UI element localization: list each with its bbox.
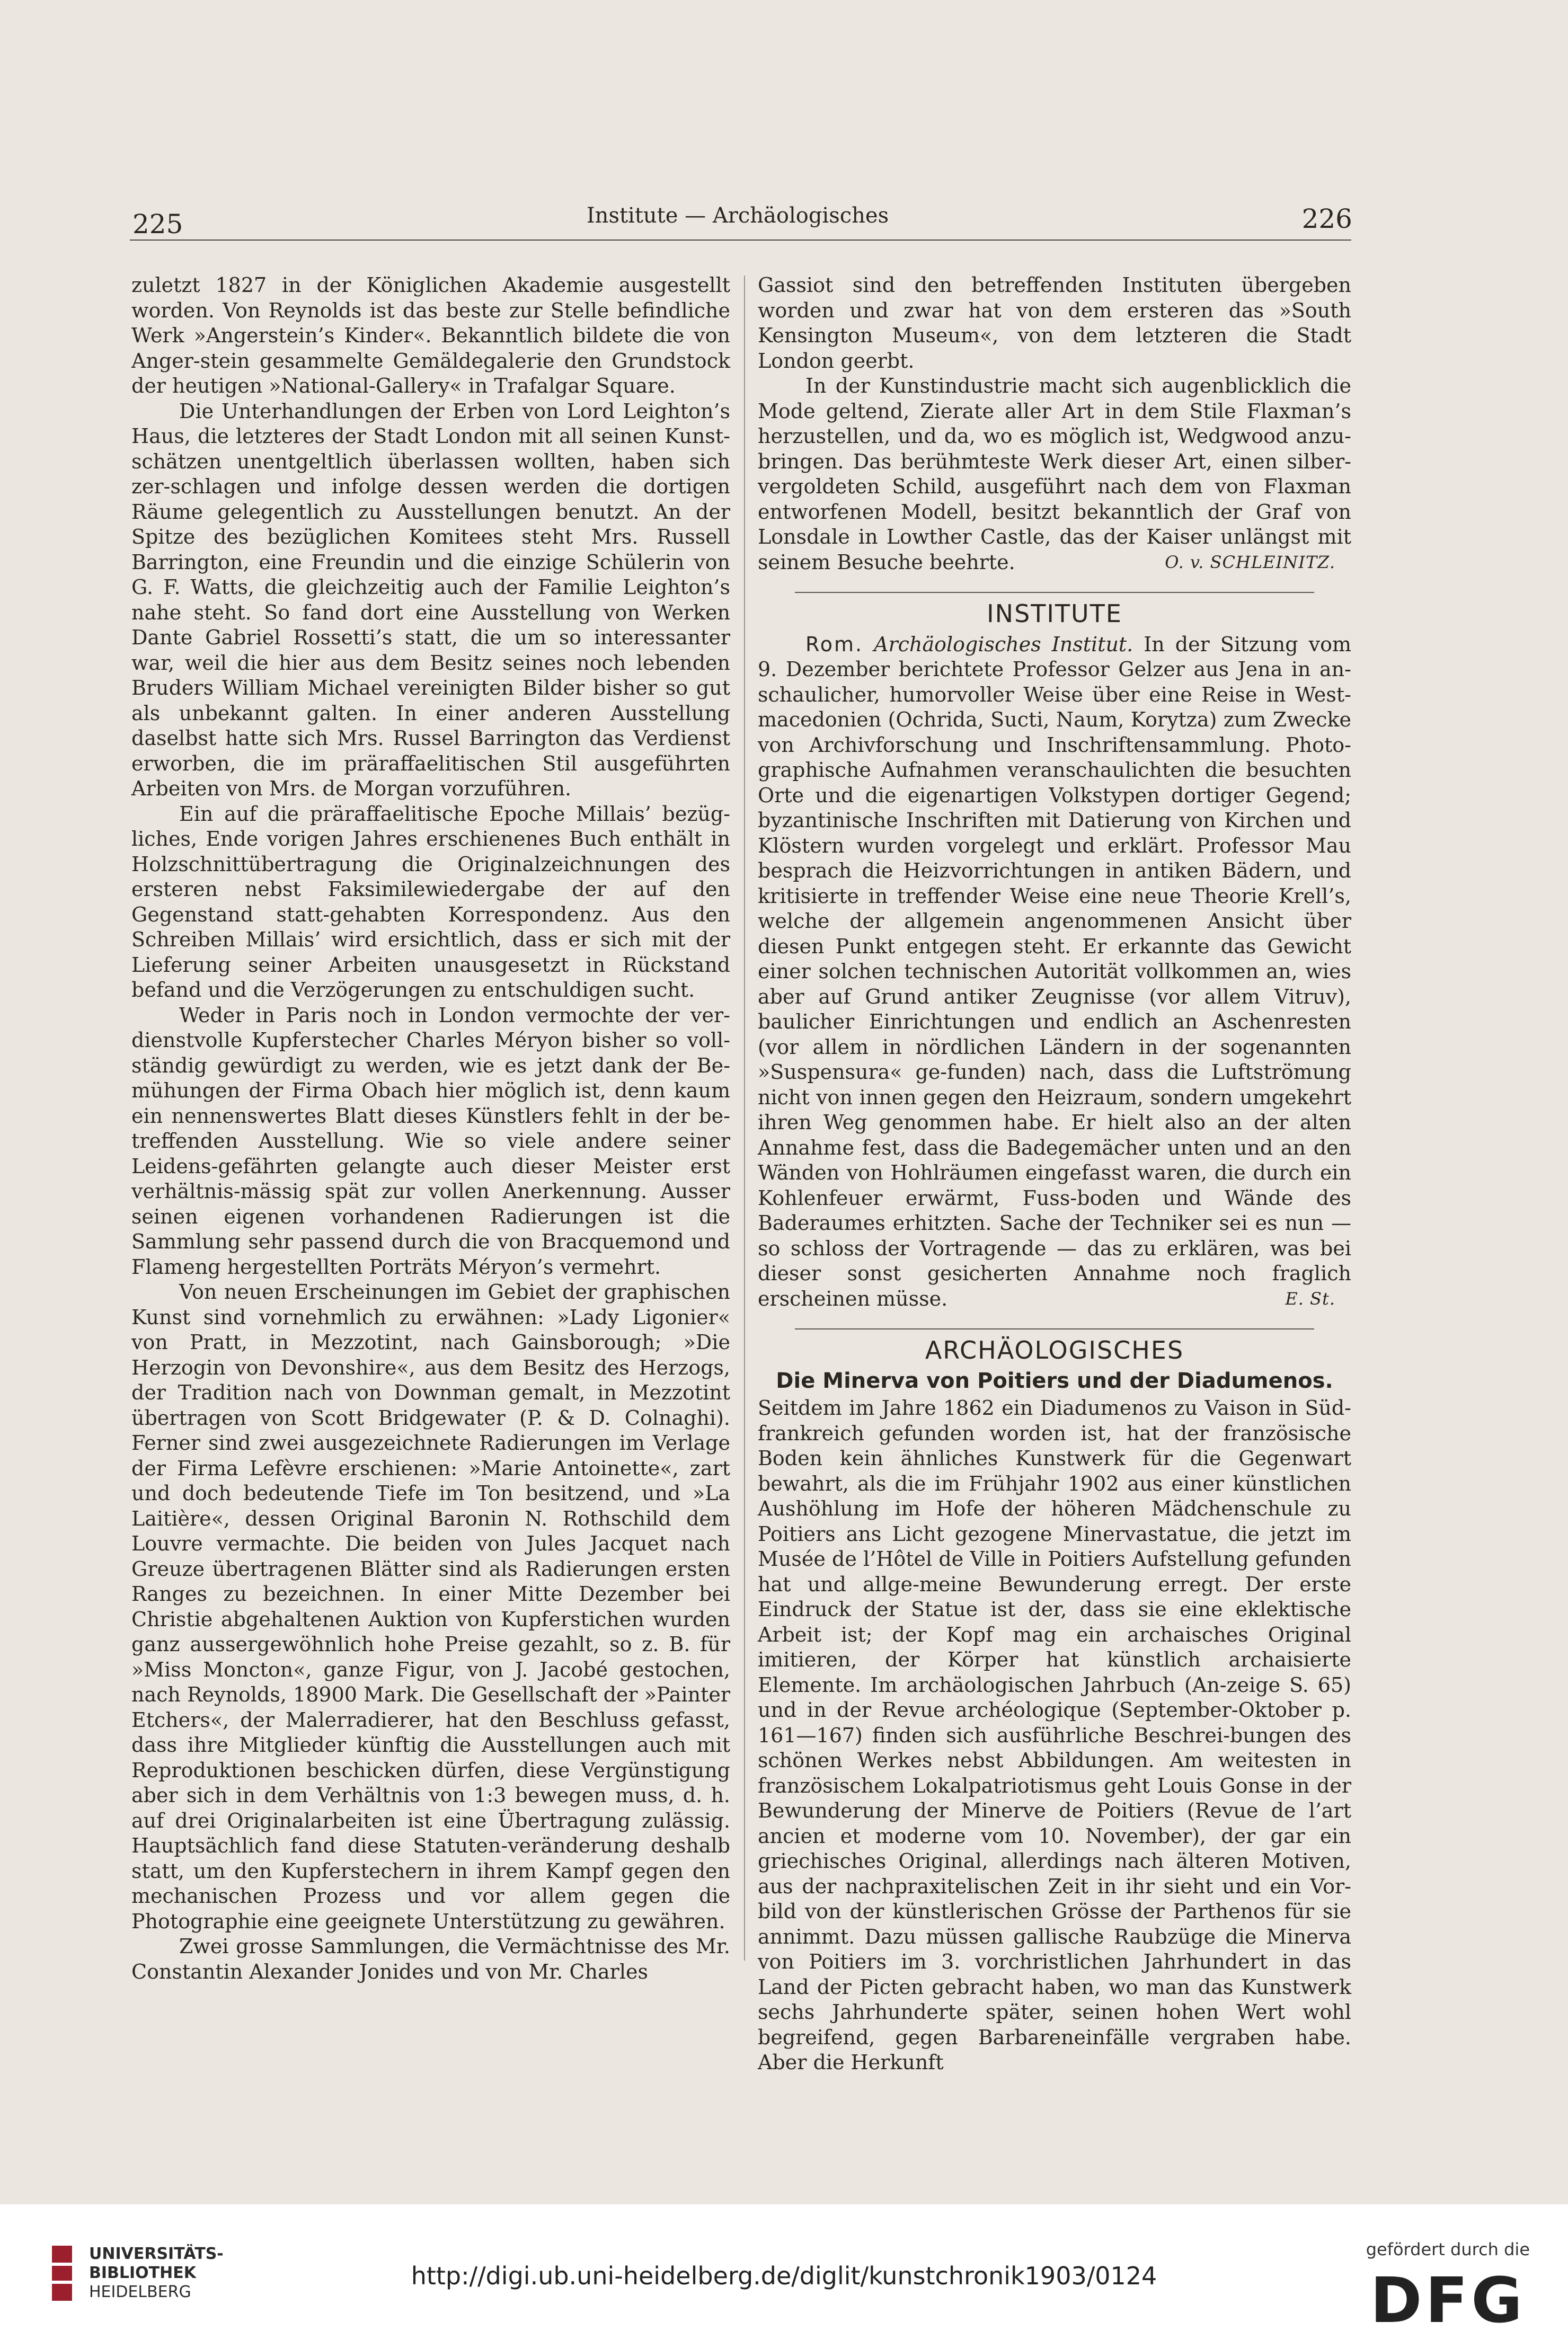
article-subheading: Die Minerva von Poitiers und der Diadumenos. <box>776 1368 1333 1393</box>
paragraph: zuletzt 1827 in der Königlichen Akademie ausgestellt worden. Von Reynolds ist das beste zur Stelle befindliche Werk »Angerstein’s Kinder«. Bekanntlich bildete die von Anger-stein gesammelte Gemäldegalerie den Grundstock der heutigen »National-Gallery« in Trafalgar Square. <box>131 273 730 397</box>
section-rule <box>795 592 1314 593</box>
running-title: Institute — Archäologisches <box>586 203 889 228</box>
section-heading-archaeology: ARCHÄOLOGISCHES <box>925 1336 1184 1364</box>
funded-by-label: gefördert durch die <box>1366 2239 1530 2259</box>
column-divider <box>744 276 745 1961</box>
paragraph: Ein auf die präraffaelitische Epoche Millais’ bezüg-liches, Ende vorigen Jahres erschienenes Buch enthält in Holzschnittübertragung die Originalzeichnungen des ersteren nebst Faksimilewiedergabe der auf den Gegenstand statt-gehabten Korrespondenz. Aus den Schreiben Millais’ wird ersichtlich, dass er sich mit der Lieferung seiner Arbeiten unausgesetzt in Rückstand befand und die Verzögerungen zu entschuldigen sucht. <box>131 802 730 1001</box>
author-signature: E. St. <box>1285 1288 1335 1309</box>
paragraph: Zwei grosse Sammlungen, die Vermächtnisse des Mr. Constantin Alexander Jonides und von Mr. Charles <box>131 1935 730 1983</box>
author-signature: O. v. SCHLEINITZ. <box>1165 552 1335 572</box>
footer-bar <box>0 2204 1568 2349</box>
page-number-left: 225 <box>132 209 183 240</box>
section-rule <box>795 1328 1314 1329</box>
institute-report: Rom. Archäologisches Institut. In der Sitzung vom 9. Dezember berichtete Professor Gelzer aus Jena in an-schaulicher, humorvoller Weise über eine Reise in West-macedonien (Ochrida, Sucti, Naum, Korytza) zum Zwecke von Archivforschung und Inschriftensammlung. Photo-graphische Aufnahmen veranschaulichten die besuchten Orte und die eigenartigen Volkstypen dortiger Gegend; byzantinische Inschriften mit Datierung von Kirchen und Klöstern wurden vorgelegt und erklärt. Professor Mau besprach die Heizvorrichtungen in antiken Bädern, und kritisierte in treffender Weise eine neue Theorie Krell’s, welche der allgemein angenommenen Ansicht über diesen Punkt entgegen steht. Er erkannte das Gewicht einer solchen technischen Autorität vollkommen an, wies aber auf Grund antiker Zeugnisse (vor allem Vitruv), baulicher Einrichtungen und endlich an Aschenresten (vor allem in nördlichen Ländern in der sogenannten »Suspensura« ge-funden) nach, dass die Luftströmung nicht von innen gegen den Heizraum, sondern umgekehrt ihren Weg genommen habe. Er hielt also an der alten Annahme fest, dass die Badegemächer unten und an den Wänden von Hohlräumen eingefasst waren, die durch ein Kohlenfeuer erwärmt, Fuss-boden und Wände des Baderaumes erhitzten. Sache der Techniker sei es nun — so schloss der Vortragende — das zu erklären, was bei dieser sonst gesicherten Annahme noch fraglich erscheinen müsse. E. St. <box>758 632 1351 1312</box>
paragraph: Seitdem im Jahre 1862 ein Diadumenos zu Vaison in Süd-frankreich gefunden worden ist, hat der französische Boden kein ähnliches Kunstwerk für die Gegenwart bewahrt, als die im Frühjahr 1902 aus einer künstlichen Aushöhlung im Hofe der höheren Mädchenschule zu Poitiers ans Licht gezogene Minervastatue, die jetzt im Musée de l’Hôtel de Ville in Poitiers Aufstellung gefunden hat und allge-meine Bewunderung erregt. Der erste Eindruck der Statue ist der, dass sie eine eklektische Arbeit ist; der Kopf mag ein archaisches Original imitieren, der Körper hat künstlich archaisierte Elemente. Im archäologischen Jahrbuch (An-zeige S. 65) und in der Revue archéologique (September-Oktober p. 161—167) finden sich ausführliche Beschrei-bungen des schönen Werkes nebst Abbildungen. Am weitesten in französischem Lokalpatriotismus geht Louis Gonse in der Bewunderung der Minerve de Poitiers (Revue de l’art ancien et moderne vom 10. November), der gar ein griechisches Original, allerdings nach älteren Motiven, aus der nachpraxitelischen Zeit in ihr sieht und ein Vor-bild von der künstlerischen Grösse der Parthenos für sie annimmt. Dazu müssen gallische Raubzüge die Minerva von Poitiers im 3. vorchristlichen Jahrhundert in das Land der Picten gebracht haben, wo man das Kunstwerk sechs Jahrhunderte später, seinen hohen Wert wohl begreifend, gegen Barbareneinfälle vergraben habe. Aber die Herkunft <box>758 1396 1351 2074</box>
header-rule <box>130 240 1351 241</box>
paragraph: Gassiot sind den betreffenden Instituten übergeben worden und zwar hat von dem ersteren das »South Kensington Museum«, von dem letzteren die Stadt London geerbt. <box>758 273 1351 373</box>
right-column <box>758 273 1351 2076</box>
dfg-logo: DFG <box>1370 2264 1526 2337</box>
institution-name: Archäologisches Institut. <box>874 632 1133 656</box>
left-column <box>131 273 730 1984</box>
paragraph: Von neuen Erscheinungen im Gebiet der graphischen Kunst sind vornehmlich zu erwähnen: »Lady Ligonier« von Pratt, in Mezzotint, nach Gainsborough; »Die Herzogin von Devonshire«, aus dem Besitz des Herzogs, der Tradition nach von Downman gemalt, in Mezzotint übertragen von Scott Bridgewater (P. & D. Colnaghi). Ferner sind zwei ausgezeichnete Radierungen im Verlage der Firma Lefèvre erschienen: »Marie Antoinette«, zart und doch bedeutende Tiefe im Ton besitzend, und »La Laitière«, dessen Original Baronin N. Rothschild dem Louvre vermachte. Die beiden von Jules Jacquet nach Greuze übertragenen Blätter sind als Radierungen ersten Ranges zu bezeichnen. In einer Mitte Dezember bei Christie abgehaltenen Auktion von Kupferstichen wurden ganz aussergewöhnlich hohe Preise gezahlt, so z. B. für »Miss Moncton«, ganze Figur, von J. Jacobé gestochen, nach Reynolds, 18900 Mark. Die Gesellschaft der »Painter Etchers«, der Malerradierer, hat den Beschluss gefasst, dass ihre Mitglieder künftig die Ausstellungen auch mit Reproduktionen beschicken dürfen, diese Vergünstigung aber sich in dem Verhältnis von 1:3 bewegen muss, d. h. auf drei Originalarbeiten ist eine Übertragung zulässig. Hauptsächlich fand diese Statuten-veränderung deshalb statt, um den Kupferstechern in ihrem Kampf gegen den mechanischen Prozess und vor allem gegen die Photographie eine geeignete Unterstützung zu gewähren. <box>131 1280 730 1933</box>
source-url[interactable]: http://digi.ub.uni-heidelberg.de/diglit/kunstchronik1903/0124 <box>411 2262 1157 2290</box>
page-number-right: 226 <box>1301 203 1352 234</box>
section-heading-institute: INSTITUTE <box>987 599 1122 628</box>
city-name: Rom. <box>805 632 864 656</box>
paragraph: Weder in Paris noch in London vermochte der ver-dienstvolle Kupferstecher Charles Méryon bisher so voll-ständig gewürdigt zu werden, wie es jetzt dank der Be-mühungen der Firma Obach hier möglich ist, denn kaum ein nennenswertes Blatt dieses Künstlers fehlt in der be-treffenden Ausstellung. Wie so viele andere seiner Leidens-gefährten gelangte auch dieser Meister erst verhältnis-mässig spät zur vollen Anerkennung. Ausser seinen eigenen vorhandenen Radierungen ist die Sammlung sehr passend durch die von Bracquemond und Flameng hergestellten Porträts Méryon’s vermehrt. <box>131 1003 730 1279</box>
paragraph: In der Kunstindustrie macht sich augenblicklich die Mode geltend, Zierate aller Art in dem Stile Flaxman’s herzustellen, und da, wo es möglich ist, Wedgwood anzu-bringen. Das berühmteste Werk dieser Art, einen silber-vergoldeten Schild, ausgeführt nach dem von Flaxman entworfenen Modell, besitzt bekanntlich der Graf von Lonsdale in Lowther Castle, das der Kaiser unlängst mit seinem Besuche beehrte. O. v. SCHLEINITZ. <box>758 374 1351 575</box>
paragraph: Die Unterhandlungen der Erben von Lord Leighton’s Haus, die letzteres der Stadt London mit all seinen Kunst-schätzen unentgeltlich überlassen wollten, haben sich zer-schlagen und infolge dessen werden die dortigen Räume gelegentlich zu Ausstellungen benutzt. An der Spitze des bezüglichen Komitees steht Mrs. Russell Barrington, eine Freundin und die einzige Schülerin von G. F. Watts, die gleichzeitig auch der Familie Leighton’s nahe steht. So fand dort eine Ausstellung von Werken Dante Gabriel Rossetti’s statt, die um so interessanter war, weil die hier aus dem Besitz seines noch lebenden Bruders William Michael vereinigten Bilder bisher so gut als unbekannt galten. In einer anderen Ausstellung daselbst hatte sich Mrs. Russel Barrington das Verdienst erworben, die im präraffaelitischen Stil ausgeführten Arbeiten von Mrs. de Morgan vorzuführen. <box>131 399 730 800</box>
library-name: UNIVERSITÄTS- BIBLIOTHEK HEIDELBERG <box>89 2245 224 2301</box>
